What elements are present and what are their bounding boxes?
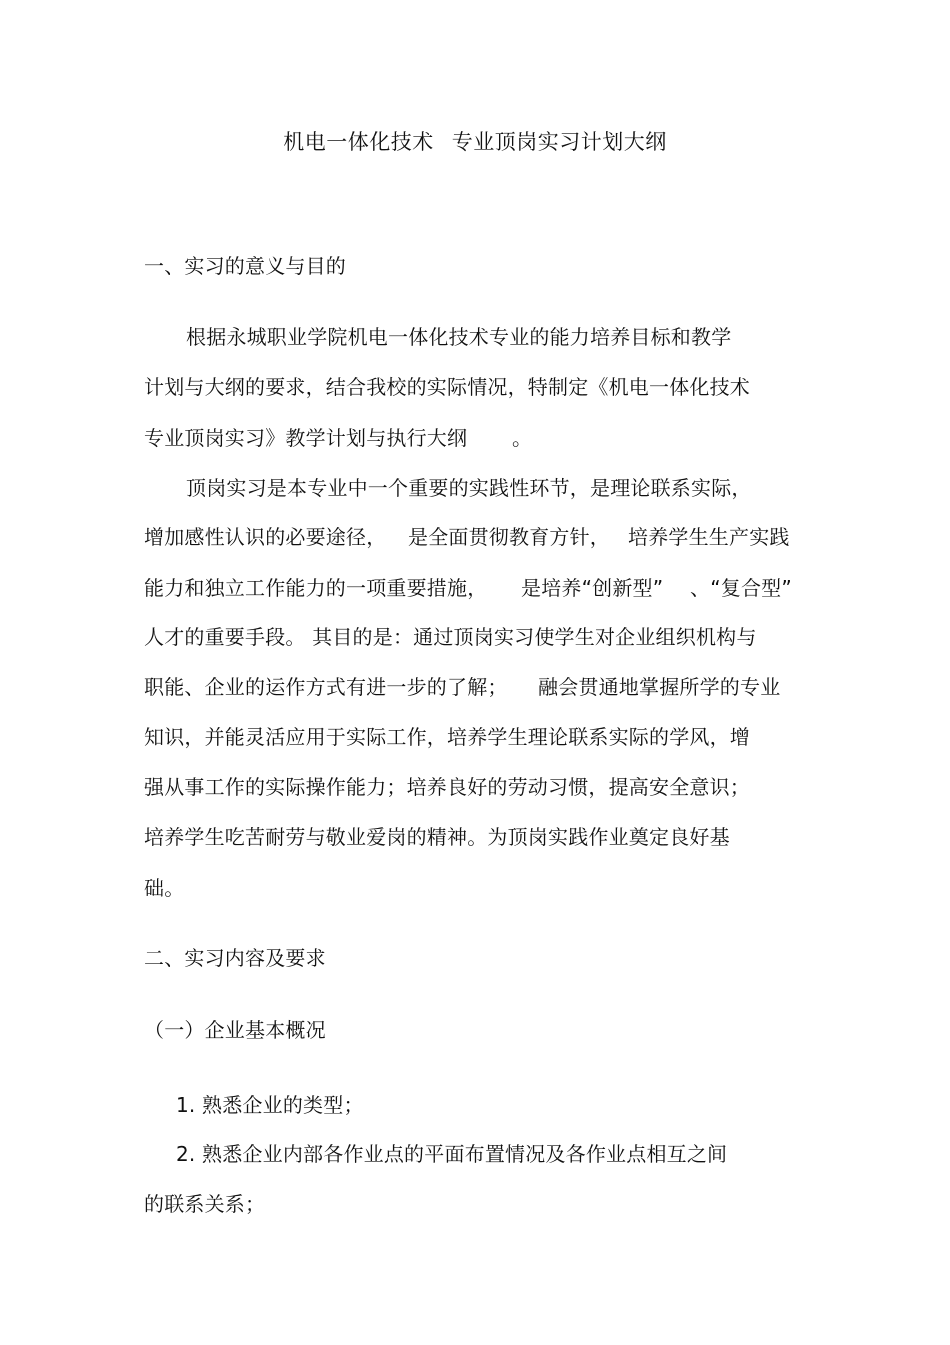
- paragraph-line: 、“复合型”: [690, 576, 792, 600]
- paragraph-line: 础。: [144, 876, 185, 900]
- subsection-heading: （一）企业基本概况: [144, 1018, 326, 1042]
- paragraph-line: 强从事工作的实际操作能力；培养良好的劳动习惯，提高安全意识；: [144, 775, 750, 799]
- paragraph-line: 计划与大纲的要求，结合我校的实际情况，特制定《机电一体化技术: [144, 375, 750, 399]
- paragraph-line: 培养学生吃苦耐劳与敬业爱岗的精神。为顶岗实践作业奠定良好基: [144, 825, 730, 849]
- paragraph-line: 是培养“创新型”: [521, 576, 664, 600]
- paragraph-line: 增加感性认识的必要途径，: [144, 525, 387, 549]
- paragraph-line: 是全面贯彻教育方针，: [408, 525, 610, 549]
- section-heading-2: 二、实习内容及要求: [144, 946, 326, 970]
- paragraph-line: 顶岗实习是本专业中一个重要的实践性环节，是理论联系实际，: [186, 476, 752, 500]
- paragraph-line: 。: [512, 426, 533, 450]
- title-major: 机电一体化技术: [283, 130, 434, 154]
- paragraph-line: 人才的重要手段。 其目的是：通过顶岗实习使学生对企业组织机构与: [144, 625, 757, 649]
- list-item: 2. 熟悉企业内部各作业点的平面布置情况及各作业点相互之间: [176, 1142, 728, 1166]
- paragraph-line: 专业顶岗实习》教学计划与执行大纲: [144, 426, 468, 450]
- paragraph-line: 职能、企业的运作方式有进一步的了解；: [144, 675, 508, 699]
- paragraph-line: 融会贯通地掌握所学的专业: [538, 675, 781, 699]
- list-item: 1. 熟悉企业的类型；: [176, 1093, 364, 1117]
- document-title: [0, 129, 950, 155]
- section-heading-1: 一、实习的意义与目的: [144, 254, 346, 278]
- list-item-continuation: 的联系关系；: [144, 1192, 266, 1216]
- paragraph-line: 培养学生生产实践: [628, 525, 790, 549]
- paragraph-line: 根据永城职业学院机电一体化技术专业的能力培养目标和教学: [186, 325, 732, 349]
- paragraph-line: 能力和独立工作能力的一项重要措施，: [144, 576, 488, 600]
- title-subject: 专业顶岗实习计划大纲: [451, 130, 667, 154]
- paragraph-line: 知识，并能灵活应用于实际工作，培养学生理论联系实际的学风，增: [144, 725, 750, 749]
